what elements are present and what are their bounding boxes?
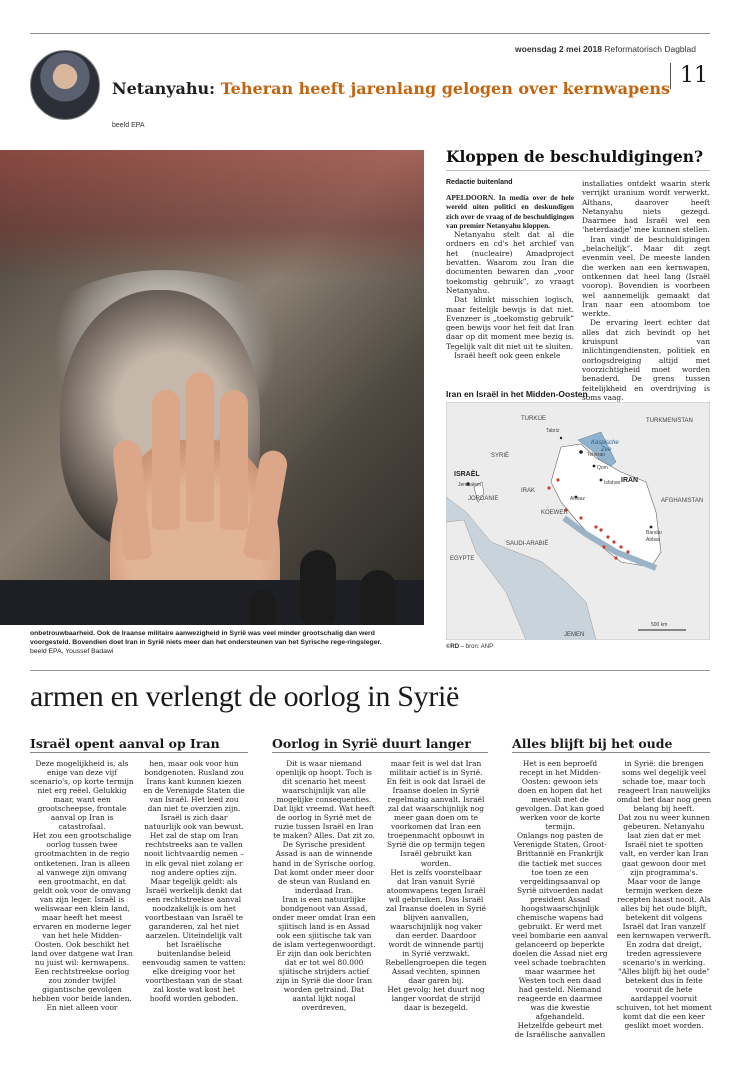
map-marker xyxy=(619,545,622,548)
map-label: TURKMENISTAN xyxy=(646,418,693,424)
map-marker xyxy=(599,528,602,531)
map-label: Zee xyxy=(601,447,612,453)
photo-caption xyxy=(30,629,395,657)
section-column xyxy=(30,759,134,1012)
map-label: JORDANIE xyxy=(468,496,499,502)
top-rule xyxy=(30,33,710,34)
map-city-bandar-abbas xyxy=(650,526,653,529)
right-article-paragraph: Israël heeft ook geen enkele xyxy=(454,351,561,361)
map-marker xyxy=(594,525,597,528)
section-title: Israël opent aanval op Iran xyxy=(30,736,220,751)
map-label: AFGHANISTAN xyxy=(661,498,704,504)
headline-prefix: Netanyahu: xyxy=(112,79,216,98)
map-label: Jeruzalem xyxy=(458,482,482,488)
map-label: Qom xyxy=(597,465,608,471)
section-text: maar feit is wel dat Iran militair actief is in Syrië. En feit is ook dat Israël de Iraanse doelen in Syrië regelmatig aanvalt. Israël zal dat waarschijnlijk nog meer gaan doen om te voorkomen dat Iran een troepenmacht opbouwt in Syrië die op termijn tegen Israël gebruikt kan worden. Het is zelfs voorstelbaar dat Iran vanuit Syrië atoomwapens tegen Israël wil gebruiken. Dus Israël zal Iraanse doelen in Syrië blijven aanvallen, waarschijnlijk nog vaker dan eerder. Daardoor wordt de winnende partij in Syrië verzwakt. Rebellengroepen die tegen Assad vechten, spinnen daar garen bij. Het gevolg: het duurt nog langer voordat de strijd daar is bezegeld. xyxy=(385,759,487,1013)
right-article-col-2 xyxy=(582,179,710,402)
headline-row xyxy=(112,79,670,98)
map-label: SYRIË xyxy=(491,453,510,459)
map-marker xyxy=(614,556,617,559)
section-column xyxy=(512,759,608,1039)
photo-finger xyxy=(152,390,180,530)
map-label: TURKIJE xyxy=(521,416,547,422)
map-label: Abbas xyxy=(646,537,661,543)
map-credit xyxy=(446,644,493,650)
map-marker xyxy=(556,478,559,481)
section-title: Oorlog in Syrië duurt langer xyxy=(272,736,471,751)
photo-finger xyxy=(186,372,214,522)
right-article-paragraph: Dat klinkt misschien logisch, maar feitelijk bewijs is dat niet. Evenzeer is „toekomstig gebruik” geen bewijs voor het feit dat Iran daar op dit moment mee bezig is. Tegelijk valt dit niet uit te sluiten. xyxy=(446,295,574,351)
photo-microphone xyxy=(360,570,396,625)
mid-rule xyxy=(30,670,710,671)
map-label: EGYPTE xyxy=(450,556,475,562)
main-photo xyxy=(0,150,424,625)
paper-name: Reformatorisch Dagblad xyxy=(604,44,696,54)
section-column xyxy=(616,759,712,1030)
right-article-paragraph: De ervaring leert echter dat alles dat zich bevindt op het kruispunt van inlichtingendiensten, politiek en oorlogsdreiging altijd met voorzichtigheid moet worden benaderd. De grens tussen feitelijkheid en overdrijving is soms vaag. xyxy=(582,318,710,402)
map-scale-label: 500 km xyxy=(651,622,668,628)
section-rule xyxy=(512,752,710,753)
map-label: JEMEN xyxy=(564,632,585,638)
map-marker xyxy=(626,550,629,553)
map-label: Bandar xyxy=(646,530,663,536)
map-label: KOEWEIT xyxy=(541,510,569,516)
right-article-paragraph: Netanyahu stelt dat al die ordners en cd's het archief van het (nucleaire) Amadproject bevatten. Waarom zou Iran die documenten bewaren dan „voor toekomstig gebruik”, zo vraagt Netanyahu. xyxy=(446,230,574,295)
photo-finger xyxy=(220,390,248,530)
page-number: 11 xyxy=(670,63,708,89)
map-label: SAUDI-ARABIË xyxy=(506,541,549,547)
section-text: in Syrië: die brengen soms wel degelijk veel schade toe, maar toch reageert Iran nauwelijks omdat het daar nog geen belang bij heeft. Dat zou nu weer kunnen gebeuren. Netanyahu laat zien dat er met Israël niet te spotten valt, en verder kan Iran gaat gewoon door met zijn programma's. Maar voor de lange termijn werken deze recepten haast nooit. Als alles bij het oude blijft, betekent dit volgens Israël dat Iran vanzelf een kernwapen verwerft. En zodra dat dreigt, treden agressievere scenario's in werking. "Alles blijft bij het oude" betekent dus in feite vooruit de hete aardappel vooruit schuiven, tot het moment komt dat die een keer geslikt moet worden. xyxy=(616,759,712,1031)
photo-microphone xyxy=(250,590,276,625)
map-label: IRAN xyxy=(621,477,639,484)
map-label: Kaspische xyxy=(591,440,619,446)
map-label: Tabriz xyxy=(546,428,560,434)
photo-credit-top: beeld EPA xyxy=(112,122,145,129)
section-text: hen, maar ook voor hun bondgenoten. Rusland zou Irans kant kunnen kiezen en de Verenigde Staten die van Israël. Het leed zou dan niet te overzien zijn. Israël is zich daar natuurlijk ook van bewust. Het zal de stap om Iran rechtstreeks aan te vallen nooit lichtvaardig nemen – in elk geval niet zolang er nog andere opties zijn. Maar tegelijk geldt: als Israël werkelijk denkt dat een rechtstreekse aanval noodzakelijk is om het voortbestaan van Israël te garanderen, zal het niet aarzelen. Uiteindelijk valt het Israëlische buitenlandse beleid eenvoudig samen te vatten: elke dreiging voor het voortbestaan van de staat zal koste wat kost het hoofd worden geboden. xyxy=(142,759,246,1004)
date-line xyxy=(515,44,696,54)
issue-date: woensdag 2 mei 2018 xyxy=(515,44,602,54)
portrait-face xyxy=(54,64,74,88)
map-credit-brand: ©RD xyxy=(446,644,460,650)
right-article-rule xyxy=(446,170,710,171)
map-marker xyxy=(602,545,605,548)
map-city-tabriz xyxy=(560,437,562,439)
map-marker xyxy=(547,486,550,489)
map-label: Isfahan xyxy=(604,480,621,486)
map xyxy=(446,402,710,640)
map-city-qom xyxy=(593,465,596,468)
right-article-col-1 xyxy=(446,193,574,360)
section-text: Deze mogelijkheid is, als enige van deze vijf scenario's, op korte termijn niet erg reëel. Gelukkig maar, want een grootscheepse, frontale aanval op Iran is catastrofaal. Het zou een grootschalige oorlog tussen twee grootmachten in de regio ontketenen. Iran is alleen al vanwege zijn omvang een grootmacht, en dat geldt ook voor de omvang van zijn leger. Israël is weliswaar een klein land, maar heeft het meest ervaren en moderne leger van het hele Midden-Oosten. Ook beschikt het land over datgene wat Iran nu juist wil: kernwapens. Een rechtstreekse oorlog zou zonder twijfel gigantische gevolgen hebben voor beide landen. En niet alleen voor xyxy=(30,759,134,1013)
section-column xyxy=(384,759,488,1012)
map-marker xyxy=(612,540,615,543)
headline-title: Teheran heeft jarenlang gelogen over kernwapens xyxy=(220,79,671,98)
photo-caption-credit: beeld EPA, Youssef Badawi xyxy=(30,648,114,656)
photo-caption-text: onbetrouwbaarheid. Ook de Iraanse militaire aanwezigheid in Syrië was veel minder grootschalig dan werd voorgesteld. Bovendien doet Iran in Syrië niets meer dan het ondersteunen van het Syrische rege-ringsleger. xyxy=(30,630,382,647)
right-article-title: Kloppen de beschuldigingen? xyxy=(446,147,704,166)
right-article-paragraph: Iran vindt de beschuldigingen „belachelijk”. Maar dit zegt evenmin veel. De meeste landen die werken aan een kernwapen, ontkennen dat heel lang (Israël voorop). Bovendien is voorbeen wel aannemelijk gemaakt dat Iran naar een atoombom toe werkte. xyxy=(582,234,710,319)
map-label: IRAK xyxy=(521,488,536,494)
right-article-paragraph: installaties ontdekt waarin sterk verrijkt uranium wordt verwerkt. Althans, daarover heeft Netanyahu niets gezegd. Daarmee had Israël wel een ‘heterdaadje’ mee kunnen stellen. xyxy=(582,179,710,235)
byline: Redactie buitenland xyxy=(446,179,513,186)
map-marker xyxy=(606,535,609,538)
map-label: Ahwaz xyxy=(570,496,586,502)
photo-background-flag xyxy=(0,150,424,280)
section-column xyxy=(142,759,246,1003)
map-city-teheran xyxy=(579,450,583,454)
section-column xyxy=(272,759,376,1012)
photo-microphone xyxy=(300,550,336,625)
map-title: Iran en Israël in het Midden-Oosten xyxy=(446,389,588,399)
right-article-lead: APELDOORN. In media over de hele wereld uiten politici en deskundigen zich over de vraag of de beschuldigingen van premier Netanyahu kloppen. xyxy=(446,193,574,230)
section-rule xyxy=(272,752,488,753)
map-label: ISRAËL xyxy=(454,471,480,478)
section-rule xyxy=(30,752,248,753)
section-text: Het is een beproefd recept in het Midden-Oosten: gewoon iets doen en hopen dat het meevalt met de gevolgen. Dat kan goed werken voor de korte termijn. Onlangs nog pasten de Verenigde Staten, Groot-Brittannië en Frankrijk die tactiek met succes toe toen ze een vergeldingsaanval op Syrië uitvoerden nadat president Assad hoogstwaarschijnlijk chemische wapens had gebruikt. Er werd met veel bombarie een aanval gelanceerd op beperkte doelen die Assad niet erg veel schade toebrachten maar waarmee het Westen toch een daad had gesteld. Niemand reageerde en daarmee was die kwestie afgehandeld. Hetzelfde gebeurt met de Israëlische aanvallen xyxy=(512,759,608,1040)
map-credit-source: – bron: ANP xyxy=(460,644,494,650)
map-marker xyxy=(579,516,582,519)
map-label: Teheran xyxy=(587,452,606,458)
section-text: Dit is waar niemand openlijk op hoopt. Toch is dit scenario het meest waarschijnlijk van alle mogelijke consequenties. Dat lijkt vreemd. Wat heeft de oorlog in Syrië met de ruzie tussen Israël en Iran te maken? Alles. Dat zit zo. De Syrische president Assad is aan de winnende hand in de Syrische oorlog. Dat komt onder meer door de steun van Rusland en inderdaad Iran. Iran is een natuurlijke bondgenoot van Assad, onder meer omdat Iran een sjiitisch land is en Assad ook een sjiitische tak van de islam vertegenwoordigt. Er zijn dan ook berichten dat er tot wel 80.000 sjiitische strijders actief zijn in Syrië die door Iran worden getraind. Dat aantal lijkt nogal overdreven, xyxy=(272,759,376,1013)
section-title: Alles blijft bij het oude xyxy=(512,736,673,751)
map-city-isfahan xyxy=(600,479,603,482)
main-headline: armen en verlengt de oorlog in Syrië xyxy=(30,680,460,713)
